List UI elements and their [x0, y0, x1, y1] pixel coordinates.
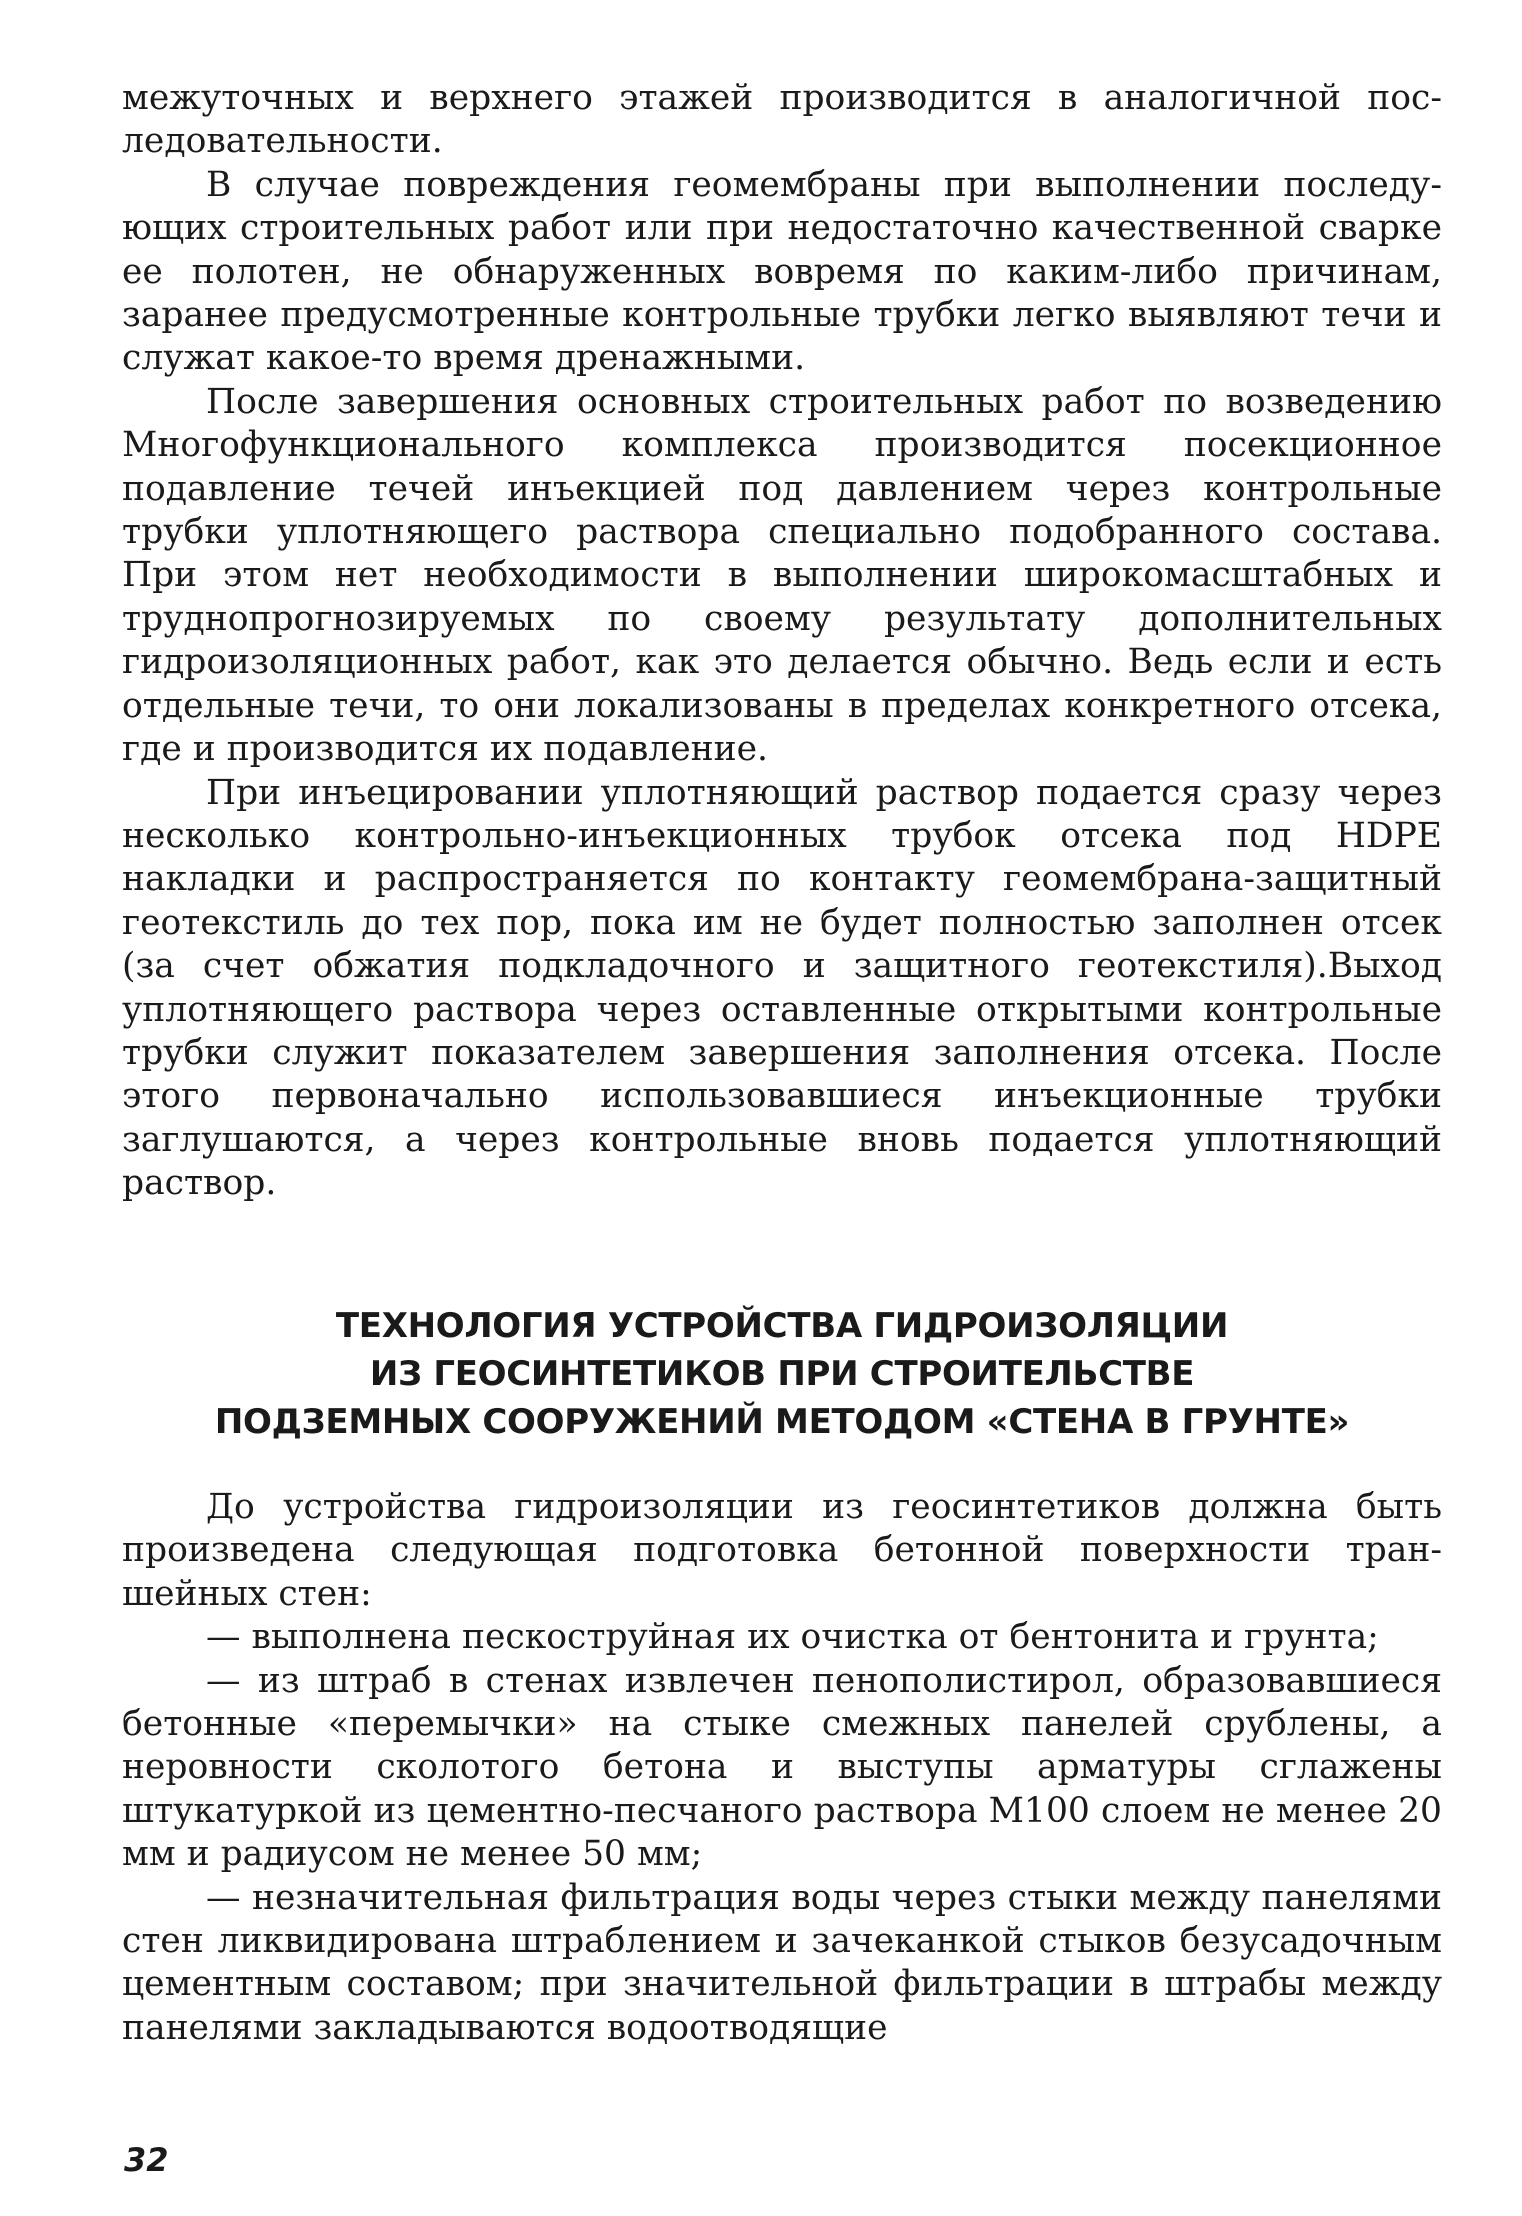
section-heading-line-2: ИЗ ГЕОСИНТЕТИКОВ ПРИ СТРОИТЕЛЬСТВЕ — [369, 1354, 1195, 1394]
section-heading — [122, 1302, 1442, 1446]
paragraph-continuation: межуточных и верхнего этажей производится в аналогичной последовательности. — [122, 78, 1442, 162]
section-heading-line-1: ТЕХНОЛОГИЯ УСТРОЙСТВА ГИДРОИЗОЛЯЦИИ — [335, 1306, 1229, 1346]
body-text-bottom — [122, 1486, 1442, 2050]
body-text-top — [122, 77, 1442, 1206]
paragraph-leak-suppression: После завершения основных строительных работ по возведению Многофункционального комплекса производится посекционное подавление течей инъекцией под давлением через контрольные трубки уплотняющего раствора специально подобранного состава. При этом нет необходимости в выполнении широкомасштабных и труднопрогнозируемых по своему результату дополнительных гидроизоляционных работ, как это делается обычно. Ведь если и есть отдельные течи, то они локализованы в пределах конкретного отсека, где и производится их подавление. — [122, 381, 1442, 770]
paragraph-geomembrane-damage: В случае повреждения геомембраны при выполнении последующих строительных работ или при недостаточно качественной сварке ее полотен, не обнаруженных вовремя по каким-либо причинам, заранее предусмотренные контрольные трубки легко выявляют течи и служат какое-то время дренажными. — [122, 164, 1442, 379]
page-number: 32 — [124, 2141, 169, 2179]
list-item-polystyrene-removal: — из штраб в стенах извлечен пенополистирол, образовавшиеся бетонные «перемычки» на стыке смежных панелей срублены, а неровности сколотого бетона и выступы арматуры сглажены штукатуркой из цементно-песчаного раствора М100 слоем не менее 20 мм и радиусом не менее 50 мм; — [122, 1660, 1442, 1875]
paragraph-preparation-intro: До устройства гидроизоляции из геосинтетиков должна быть произведена следующая подготовка бетонной поверхности траншейных стен: — [122, 1487, 1442, 1614]
list-item-filtration: — незначительная фильтрация воды через стыки между панелями стен ликвидирована штраблением и зачеканкой стыков безусадочным цементным составом; при значительной фильтрации в штрабы между панелями закладываются водоотводящие — [122, 1877, 1442, 2048]
list-item-sandblasting: — выполнена пескоструйная их очистка от бентонита и грунта; — [206, 1617, 1379, 1658]
section-heading-line-3: ПОДЗЕМНЫХ СООРУЖЕНИЙ МЕТОДОМ «СТЕНА В ГРУНТЕ» — [214, 1402, 1350, 1442]
paragraph-injection: При инъецировании уплотняющий раствор подается сразу через несколько контрольно-инъекционных трубок отсека под HDPE накладки и распространяется по контакту геомембрана-защитный геотекстиль до тех пор, пока им не будет полностью заполнен отсек (за счет обжатия подкладочного и защитного геотекстиля).Выход уплотняющего раствора через оставленные открытыми контрольные трубки служит показателем завершения заполнения отсека. После этого первоначально использовавшиеся инъекционные трубки заглушаются, а через контрольные вновь подается уплотняющий раствор. — [122, 772, 1442, 1204]
